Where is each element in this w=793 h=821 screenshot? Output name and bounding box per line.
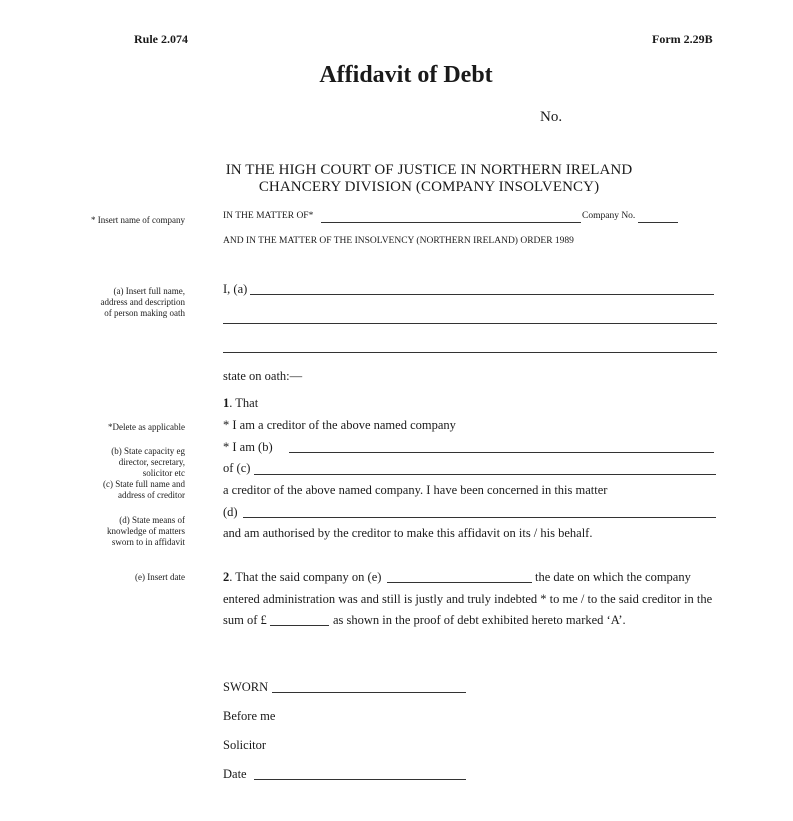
company-no-field[interactable] xyxy=(638,222,678,223)
note-e: (e) Insert date xyxy=(135,572,185,582)
paragraph-1-heading xyxy=(223,396,258,411)
note-company-name: * Insert name of company xyxy=(91,215,185,225)
paragraph-2-start xyxy=(223,570,381,585)
note-b-line-2: director, secretary, xyxy=(118,457,185,467)
sum-field[interactable] xyxy=(270,625,329,626)
sum-label: sum of £ xyxy=(223,613,267,627)
company-no-label: Company No. xyxy=(582,211,636,221)
note-a xyxy=(101,286,185,319)
state-on-oath: state on oath:— xyxy=(223,369,303,383)
deponent-address-field-1[interactable] xyxy=(223,323,717,324)
document-title: Affidavit of Debt xyxy=(319,62,493,88)
insolvency-order-line: AND IN THE MATTER OF THE INSOLVENCY (NORTHERN IRELAND) ORDER 1989 xyxy=(223,236,574,246)
concerned-line: a creditor of the above named company. I have been concerned in this matter xyxy=(223,483,608,497)
note-c-line-1: (c) State full name and xyxy=(103,479,185,489)
creditor-details-field[interactable] xyxy=(254,474,716,475)
note-a-line-1: (a) Insert full name, xyxy=(113,286,185,296)
note-a-line-3: of person making oath xyxy=(104,308,185,318)
before-me-label: Before me xyxy=(223,709,276,723)
form-number: Form 2.29B xyxy=(652,32,713,46)
capacity-field[interactable] xyxy=(289,452,714,453)
sworn-label: SWORN xyxy=(223,680,269,694)
paragraph-1-number: 1 xyxy=(223,396,230,410)
deponent-name-field[interactable] xyxy=(250,294,714,295)
authorised-line: and am authorised by the creditor to make this affidavit on its / his behalf. xyxy=(223,526,593,540)
solicitor-label: Solicitor xyxy=(223,738,267,752)
date-e-field[interactable] xyxy=(387,582,532,583)
sum-end-text: as shown in the proof of debt exhibited hereto marked ‘A’. xyxy=(333,613,626,627)
note-d xyxy=(107,515,185,548)
of-c-label: of (c) xyxy=(223,461,251,475)
paragraph-1-that: . That xyxy=(229,396,259,410)
d-label: (d) xyxy=(223,505,238,519)
note-delete: *Delete as applicable xyxy=(108,422,185,432)
note-d-line-1: (d) State means of xyxy=(119,515,185,525)
paragraph-2-text: . That the said company on (e) xyxy=(229,570,382,584)
i-am-b-label: * I am (b) xyxy=(223,440,273,454)
creditor-option: * I am a creditor of the above named company xyxy=(223,418,456,432)
paragraph-2-line-2: entered administration was and still is justly and truly indebted * to me / to the said creditor in the xyxy=(223,592,713,606)
date-field[interactable] xyxy=(254,779,466,780)
court-line-2: CHANCERY DIVISION (COMPANY INSOLVENCY) xyxy=(258,179,600,195)
note-c-line-2: address of creditor xyxy=(118,490,185,500)
paragraph-2-end: the date on which the company xyxy=(535,570,691,584)
company-name-field[interactable] xyxy=(321,222,581,223)
note-b-line-1: (b) State capacity eg xyxy=(111,446,185,456)
knowledge-field[interactable] xyxy=(243,517,716,518)
note-d-line-2: knowledge of matters xyxy=(107,526,185,536)
i-a-label: I, (a) xyxy=(223,282,248,296)
date-label: Date xyxy=(223,767,247,781)
number-label: No. xyxy=(540,109,563,125)
note-b-c xyxy=(103,446,185,501)
note-a-line-2: address and description xyxy=(100,297,185,307)
note-d-line-3: sworn to in affidavit xyxy=(111,537,185,547)
deponent-address-field-2[interactable] xyxy=(223,352,717,353)
rule-number: Rule 2.074 xyxy=(134,32,188,46)
court-heading xyxy=(223,162,635,196)
paragraph-2-number: 2 xyxy=(223,570,230,584)
note-b-line-3: solicitor etc xyxy=(142,468,185,478)
sworn-field[interactable] xyxy=(272,692,466,693)
court-line-1: IN THE HIGH COURT OF JUSTICE IN NORTHERN IRELAND xyxy=(225,162,633,178)
in-the-matter-label: IN THE MATTER OF* xyxy=(223,211,314,221)
